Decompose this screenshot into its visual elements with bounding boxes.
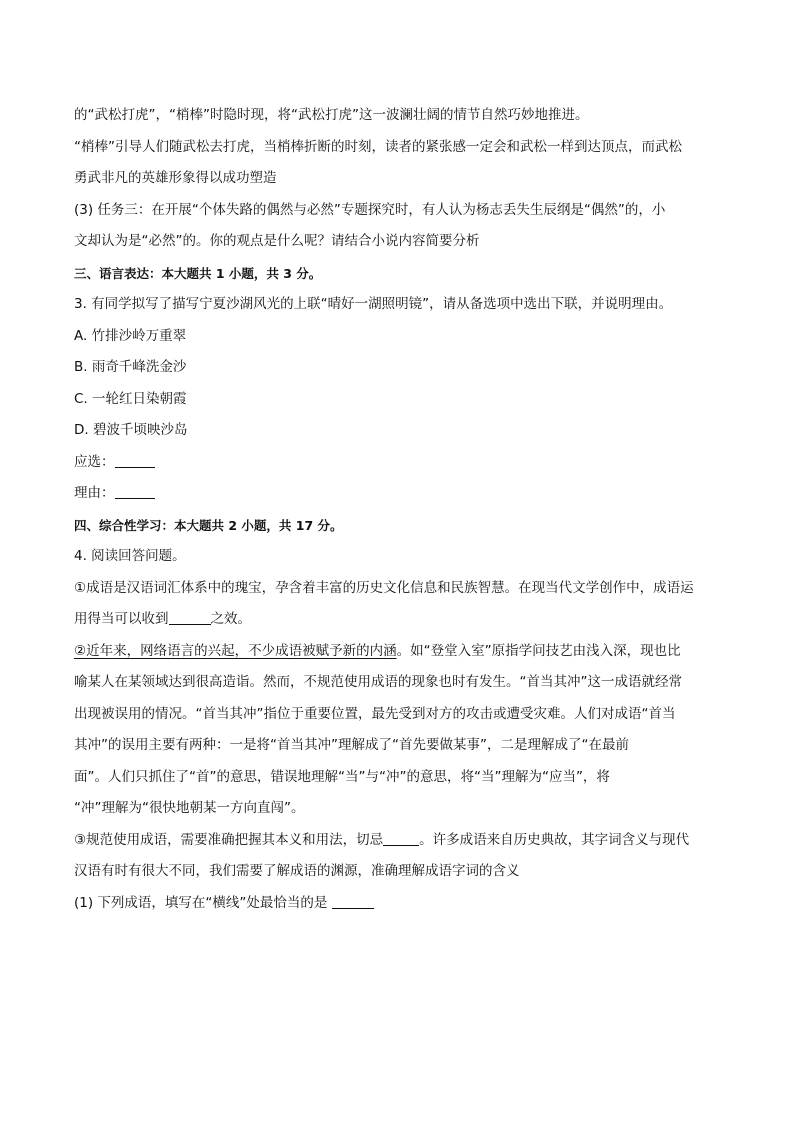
answer-label: 应选：	[74, 453, 115, 470]
option-c: C. 一轮红日染朝霞	[74, 390, 187, 407]
text-span: (1) 下列成语，填写在“横线”处最恰当的是	[74, 894, 332, 911]
paragraph-3-line	[74, 825, 724, 857]
option-a: A. 竹排沙岭万重翠	[74, 327, 187, 344]
paragraph-2-line	[74, 636, 724, 668]
fill-blank[interactable]	[169, 609, 211, 625]
text-line: 的“武松打虎”，“梢棒”时隐时现，将“武松打虎”这一波澜壮阔的情节自然巧妙地推进。	[74, 107, 589, 123]
answer-blank[interactable]	[332, 893, 374, 909]
text-line: 勇武非凡的英雄形象得以成功塑造	[74, 170, 277, 186]
paragraph-3-line: 汉语有时有很大不同，我们需要了解成语的渊源，准确理解成语字词的含义	[74, 863, 520, 879]
text-span: 。如“登堂入室”原指学问技艺由浅入深，现也比	[396, 642, 681, 659]
paragraph-1-line: ①成语是汉语词汇体系中的瑰宝，孕含着丰富的历史文化信息和民族智慧。在现当代文学创作中，成语运	[74, 579, 694, 596]
reason-label: 理由：	[74, 485, 115, 501]
option-b: B. 雨奇千峰洗金沙	[74, 359, 187, 375]
paragraph-2-line: 其冲”的误用主要有两种：一是将“首当其冲”理解成了“首先要做某事”，二是理解成了“在最前	[74, 737, 629, 753]
section-heading-3: 三、语言表达：本大题共 1 小题，共 3 分。	[74, 265, 322, 281]
paragraph-1-line	[74, 604, 724, 636]
text-line: “梢棒”引导人们随武松去打虎，当梢棒折断的时刻，读者的紧张感一定会和武松一样到达顶点，而武松	[74, 138, 682, 155]
paragraph-2-line: “冲”理解为“很快地朝某一方向直闯”。	[74, 800, 305, 816]
underlined-sentence: ②近年来，网络语言的兴起，不少成语被赋予新的内涵	[74, 642, 397, 659]
exam-page	[74, 100, 724, 919]
answer-blank[interactable]	[115, 452, 155, 468]
section-heading-4: 四、综合性学习：本大题共 2 小题，共 17 分。	[74, 517, 343, 533]
text-span: ③规范使用成语，需要准确把握其本义和用法，切忌	[74, 831, 384, 848]
question-4: 4. 阅读回答问题。	[74, 548, 186, 564]
paragraph-2-line: 出现被误用的情况。“首当其冲”指位于重要位置，最先受到对方的攻击或遭受灾难。人们对成语“首当	[74, 705, 676, 722]
reason-line	[74, 478, 724, 510]
question-3-3: (3) 任务三：在开展“个体失路的偶然与必然”专题探究时，有人认为杨志丢失生辰纲是“偶然”的，小	[74, 201, 666, 218]
answer-line	[74, 447, 724, 479]
paragraph-2-line: 面”。人们只抓住了“首”的意思，错误地理解“当”与“冲”的意思，将“当”理解为“应当”，将	[74, 768, 610, 785]
text-line: 文却认为是“必然”的。你的观点是什么呢？请结合小说内容简要分析	[74, 233, 480, 249]
fill-blank[interactable]	[383, 830, 419, 846]
text-span: 。许多成语来自历史典故，其字词含义与现代	[419, 831, 690, 848]
text-span: 用得当可以收到	[74, 611, 169, 627]
text-span: 之效。	[210, 611, 251, 627]
sub-question-4-1	[74, 888, 724, 920]
paragraph-2-line: 喻某人在某领域达到很高造诣。然而，不规范使用成语的现象也时有发生。“首当其冲”这一成语就经常	[74, 674, 682, 690]
option-d: D. 碧波千顷映沙岛	[74, 422, 188, 438]
reason-blank[interactable]	[115, 483, 155, 499]
question-3: 3. 有同学拟写了描写宁夏沙湖风光的上联“晴好一湖照明镜”，请从备选项中选出下联，并说明理由。	[74, 296, 673, 312]
